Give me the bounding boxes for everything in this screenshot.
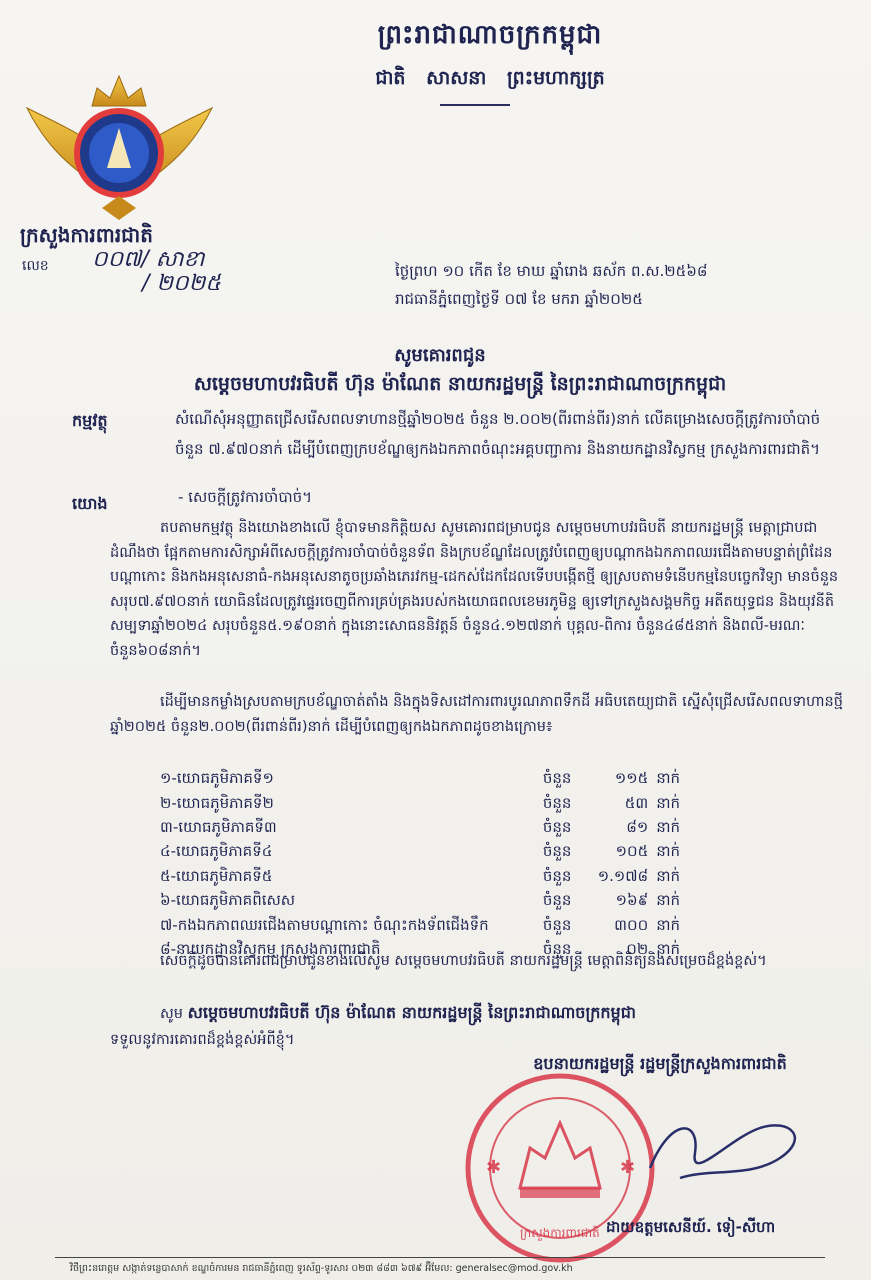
national-motto: ជាតិ សាសនា ព្រះមហាក្សត្រ bbox=[375, 67, 605, 89]
quantity-label: ចំនួន bbox=[542, 915, 572, 934]
unit-suffix: នាក់ bbox=[656, 817, 680, 836]
reference-text: - សេចក្តីត្រូវការចាំបាច់។ bbox=[178, 488, 313, 506]
unit-quantity: ៣០០ bbox=[614, 915, 649, 934]
unit-quantity: ១៦៩ bbox=[615, 891, 649, 910]
unit-quantity: ៥៣ bbox=[624, 793, 649, 812]
list-item bbox=[160, 768, 680, 792]
reference-label: យោង bbox=[72, 494, 108, 513]
ministry-name: ក្រសួងការពារជាតិ bbox=[20, 223, 153, 247]
handwritten-signature-icon bbox=[640, 1098, 820, 1188]
quantity-label: ចំនួន bbox=[542, 939, 572, 958]
header-divider bbox=[440, 104, 510, 106]
list-item bbox=[160, 914, 680, 938]
signer-title: ឧបនាយករដ្ឋមន្ត្រី រដ្ឋមន្ត្រីក្រសួងការពារជាតិ bbox=[533, 1054, 787, 1073]
list-item bbox=[160, 866, 680, 890]
kingdom-title: ព្រះរាជាណាចក្រកម្ពុជា bbox=[377, 20, 603, 50]
unit-name: ៣-យោធភូមិភាគទី៣ bbox=[160, 817, 277, 836]
unit-suffix: នាក់ bbox=[656, 793, 680, 812]
quantity-label: ចំនួន bbox=[542, 817, 572, 836]
unit-name: ១-យោធភូមិភាគទី១ bbox=[160, 769, 274, 788]
unit-suffix: នាក់ bbox=[656, 866, 680, 885]
unit-quantity: ០២ bbox=[626, 939, 649, 958]
reference-number-line-2: / ២០២៥ bbox=[142, 271, 221, 296]
allocation-list bbox=[160, 768, 680, 963]
reference-number-label: លេខ bbox=[22, 258, 49, 274]
unit-suffix: នាក់ bbox=[656, 842, 680, 861]
list-item bbox=[160, 890, 680, 914]
footer-address: វិថីព្រះនរោត្តម សង្កាត់ទន្លេបាសាក់ ខណ្ឌចំការមន រាជធានីភ្នំពេញ ទូរស័ព្ទ-ទូរសារ ០២៣ ៨៨៣ ៦៧៩ អ៊ីមែល: generalsec@mod.gov.kh bbox=[70, 1263, 573, 1274]
unit-name: ៦-យោធភូមិភាគពិសេស bbox=[160, 891, 296, 910]
unit-suffix: នាក់ bbox=[656, 939, 680, 958]
request-paragraph bbox=[110, 1000, 845, 1053]
unit-suffix: នាក់ bbox=[656, 915, 680, 934]
solar-date: រាជធានីភ្នំពេញថ្ងៃទី ០៧ ខែ មករា ឆ្នាំ២០២៥ bbox=[395, 290, 643, 308]
request-suffix: ទទួលនូវការគោរពដ៏ខ្ពង់ខ្ពស់អំពីខ្ញុំ។ bbox=[110, 1032, 295, 1048]
quantity-label: ចំនួន bbox=[542, 842, 572, 861]
unit-name: ៨-នាយកដ្ឋានវិស្វកម្ម ក្រសួងការពារជាតិ bbox=[160, 939, 381, 958]
request-addressee: សម្តេចមហាបវរធិបតី ហ៊ុន ម៉ាណែត នាយករដ្ឋមន្ត្រី នៃព្រះរាជាណាចក្រកម្ពុជា bbox=[187, 1003, 636, 1022]
request-prefix: សូម bbox=[160, 1006, 184, 1022]
unit-suffix: នាក់ bbox=[656, 891, 680, 910]
body-paragraph-1: តបតាមកម្មវត្ថុ និងយោងខាងលើ ខ្ញុំបាទមានកិត្តិយស សូមគោរពជម្រាបជូន សម្តេចមហាបវរធិបតី នាយករដ្ឋមន្ត្រី មេត្តាជ្រាបជាដំណឹងថា ផ្អែកតាមការសិក្សាអំពីសេចក្តីត្រូវការចាំបាច់ចំនួនទ័ព និងក្របខ័ណ្ឌដែលត្រូវបំពេញឲ្យបណ្តាកងឯកភាពឈរជើងតាមបន្ទាត់ព្រំដែន បណ្តាកោះ និងកងអនុសេនាធំ-កងអនុសេនាតូចប្រឆាំងភេរវកម្ម-ដេកស់ដែកដែលទើបបង្កើតថ្មី ឲ្យស្របតាមទំនើបកម្មនៃបច្ចេកវិទ្យា មានចំនួនសរុប៧.៩៧០នាក់ យោធិនដែលត្រូវផ្ទេរចេញពីការគ្រប់គ្រងរបស់កងយោធពលខេមរភូមិន្ទ ឲ្យទៅក្រសួងសង្គមកិច្ច អតីតយុទ្ធជន និងយុវនីតិសម្បទាឆ្នាំ២០២៤ សរុបចំនួន៥.១៩០នាក់ ក្នុងនោះសោធននិវត្តន៍ ចំនួន៤.១២៧នាក់ បុគ្គល-ពិការ ចំនួន៤៨៥នាក់ និងពលី-មរណៈចំនួន៦០៨នាក់។ bbox=[110, 520, 839, 659]
unit-name: ២-យោធភូមិភាគទី២ bbox=[160, 793, 274, 812]
addressee: សម្តេចមហាបវរធិបតី ហ៊ុន ម៉ាណែត នាយករដ្ឋមន្ត្រី នៃព្រះរាជាណាចក្រកម្ពុជា bbox=[193, 373, 727, 395]
quantity-label: ចំនួន bbox=[542, 891, 572, 910]
subject-label: កម្មវត្ថុ bbox=[72, 411, 108, 430]
unit-quantity: ១.១៧៨ bbox=[597, 866, 649, 885]
seal-text: ក្រសួងការពារជាតិ bbox=[520, 1226, 600, 1240]
list-item bbox=[160, 817, 680, 841]
svg-text:✱: ✱ bbox=[620, 1157, 636, 1178]
unit-quantity: ៨១ bbox=[626, 817, 649, 836]
unit-quantity: ១១៥ bbox=[614, 769, 649, 788]
footer-divider bbox=[55, 1257, 825, 1258]
signer-name: ដាយឧត្តមសេនីយ៍. ទៀ-សីហា bbox=[606, 1218, 776, 1236]
lunar-date: ថ្ងៃព្រហ ១០ កើត ខែ មាឃ ឆ្នាំរោង ឆស័ក ព.ស.២៥៦៨ bbox=[395, 262, 708, 280]
unit-name: ៥-យោធភូមិភាគទី៥ bbox=[160, 866, 273, 885]
reference-number bbox=[92, 248, 272, 296]
unit-name: ៧-កងឯកភាពឈរជើងតាមបណ្តាកោះ ចំណុះកងទ័ពជើងទឹក bbox=[160, 915, 489, 934]
closing-paragraph: សេចក្តីដូចបានគោរពជម្រាបជូនខាងលើសូម សម្តេចមហាបវរធិបតី នាយករដ្ឋមន្ត្រី មេត្តាពិនិត្យនិងសម្រេចដ៏ខ្ពង់ខ្ពស់។ bbox=[160, 953, 767, 969]
svg-text:✱: ✱ bbox=[486, 1157, 502, 1178]
list-item bbox=[160, 792, 680, 816]
unit-suffix: នាក់ bbox=[656, 769, 680, 788]
quantity-label: ចំនួន bbox=[542, 769, 572, 788]
body-paragraph-2: ដើម្បីមានកម្លាំងស្របតាមក្របខ័ណ្ឌចាត់តាំង និងក្នុងទិសដៅការពារបូរណភាពទឹកដី អធិបតេយ្យជាតិ ស្នើសុំជ្រើសរើសពលទាហានថ្មីឆ្នាំ២០២៥ ចំនួន២.០០២(ពីរពាន់ពីរ)នាក់ ដើម្បីបំពេញឲ្យកងឯកភាពដូចខាងក្រោម៖ bbox=[110, 694, 843, 735]
unit-name: ៤-យោធភូមិភាគទី៤ bbox=[160, 842, 273, 861]
salutation: សូមគោរពជូន bbox=[394, 345, 486, 366]
ministry-emblem-icon bbox=[22, 68, 217, 223]
unit-quantity: ១០៥ bbox=[615, 842, 649, 861]
quantity-label: ចំនួន bbox=[542, 866, 572, 885]
reference-number-line-1: ០០៧/ សាខា bbox=[92, 247, 205, 272]
list-item bbox=[160, 841, 680, 865]
subject-text: សំណើសុំអនុញ្ញាតជ្រើសរើសពលទាហានថ្មីឆ្នាំ២០២៥ ចំនួន ២.០០២(ពីរពាន់ពីរ)នាក់ លើគម្រោងសេចក្តីត្រូវការចាំបាច់ចំនួន ៧.៩៧០នាក់ ដើម្បីបំពេញក្របខ័ណ្ឌឲ្យកងឯកភាពចំណុះអគ្គបញ្ជាការ និងនាយកដ្ឋានវិស្វកម្ម ក្រសួងការពារជាតិ។ bbox=[175, 410, 821, 458]
quantity-label: ចំនួន bbox=[542, 793, 572, 812]
